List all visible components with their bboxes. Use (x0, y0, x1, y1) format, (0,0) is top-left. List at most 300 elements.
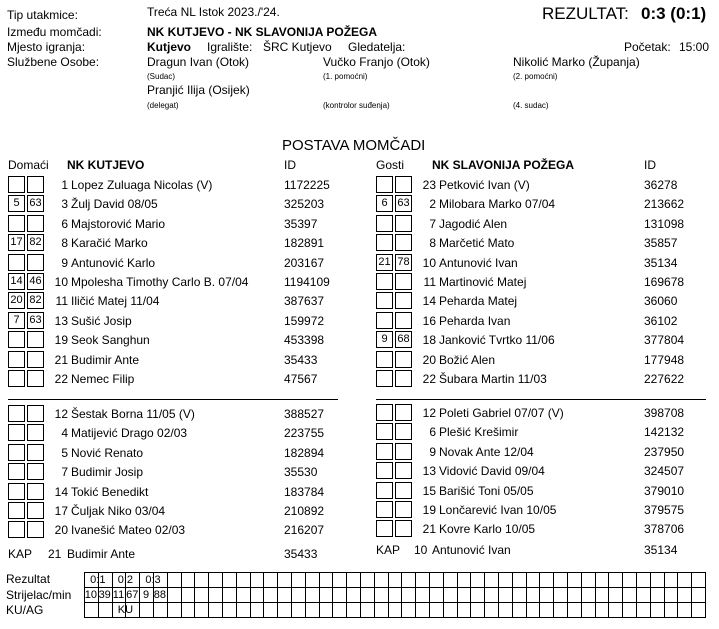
away-player-id: 177948 (644, 352, 685, 367)
lineup-box (376, 234, 393, 251)
lineup-box (27, 444, 44, 461)
lineup-box: 46 (27, 273, 44, 290)
summary-label-rezultat: Rezultat (6, 572, 51, 586)
away-player-id: 142132 (644, 425, 685, 440)
summary-cell (388, 602, 403, 618)
summary-scorer: 67 (126, 589, 139, 601)
summary-cell (622, 587, 637, 603)
lineup-box (27, 176, 44, 193)
lineup-box (376, 215, 393, 232)
summary-cell (194, 602, 209, 618)
away-team-name: NK SLAVONIJA POŽEGA (432, 158, 575, 172)
summary-cell (291, 572, 306, 588)
home-player-number: 10 (54, 275, 68, 289)
summary-cell (581, 602, 596, 618)
away-player-id: 378706 (644, 522, 685, 537)
home-player-id: 388527 (284, 407, 325, 421)
competition: Treća NL Istok 2023./'24. (147, 5, 280, 19)
summary-cell (512, 572, 527, 588)
lineup-box (395, 370, 412, 387)
home-player-number: 22 (54, 372, 68, 386)
away-kap-id: 35134 (644, 543, 678, 557)
home-player-name: Šestak Borna 11/05 (V) (71, 407, 195, 421)
summary-cell (498, 587, 513, 603)
summary-cell (360, 587, 375, 603)
label-tip: Tip utakmice: (7, 8, 78, 22)
place: Kutjevo (147, 40, 192, 54)
summary-cell (236, 602, 251, 618)
summary-cell (636, 602, 651, 618)
summary-cell (360, 572, 375, 588)
lineup-box (8, 444, 25, 461)
lineup-box (395, 292, 412, 309)
home-player-name: Čuljak Niko 03/04 (71, 504, 166, 518)
away-player-id: 36102 (644, 313, 678, 328)
home-kap-id: 35433 (284, 547, 318, 561)
score: 0:3 (0:1) (641, 4, 707, 23)
summary-cell (429, 572, 444, 588)
summary-cell (167, 572, 182, 588)
summary-result: 0:2 (117, 574, 134, 586)
home-player-number: 4 (61, 426, 68, 441)
lineup-box (395, 234, 412, 251)
lineup-box: 78 (395, 254, 412, 271)
lineup-box: 17 (8, 234, 25, 251)
summary-result: 0:3 (145, 574, 161, 586)
summary-cell (236, 572, 251, 588)
away-player-number: 14 (422, 294, 436, 309)
home-player-id: 223755 (284, 426, 325, 441)
summary-cell (181, 587, 196, 603)
summary-cell (664, 602, 679, 618)
away-player-number: 11 (423, 275, 436, 289)
summary-cell (388, 587, 403, 603)
home-player-id: 182891 (284, 236, 325, 251)
lineup-box: 68 (395, 331, 412, 348)
lineup-box (27, 351, 44, 368)
away-player-id: 379010 (644, 483, 685, 498)
summary-cell (319, 572, 334, 588)
lineup-box (395, 443, 412, 460)
away-player-id: 379575 (644, 503, 685, 517)
summary-scorer: 39 (98, 589, 111, 601)
away-player-name: Barišić Toni 05/05 (439, 483, 534, 498)
lineup-box: 9 (376, 331, 393, 348)
official-role: (4. sudac) (513, 101, 549, 110)
label-gledatelja: Gledatelja: (348, 40, 406, 54)
away-player-id: 35134 (644, 255, 678, 270)
summary-cell (526, 587, 541, 603)
lineup-box (376, 370, 393, 387)
lineup-box (376, 312, 393, 329)
away-player-name: Peharda Ivan (439, 313, 511, 328)
summary-cell (553, 587, 568, 603)
lineup-box: 7 (8, 312, 25, 329)
summary-cell (526, 602, 541, 618)
away-player-name: Janković Tvrtko 11/06 (439, 333, 555, 348)
home-player-number: 17 (54, 504, 68, 518)
away-player-name: Kovre Karlo 10/05 (439, 522, 536, 537)
away-player-name: Božić Alen (439, 352, 496, 367)
summary-cell (250, 602, 265, 618)
home-player-number: 13 (54, 313, 68, 328)
home-player-number: 19 (54, 333, 68, 348)
official-name: Nikolić Marko (Županja) (513, 55, 640, 69)
summary-scorer: 9 (143, 589, 150, 601)
summary-cell (222, 602, 237, 618)
home-player-number: 7 (61, 465, 68, 480)
official-name: Dragun Ivan (Otok) (147, 55, 250, 69)
summary-cell (250, 587, 265, 603)
lineup-box (8, 483, 25, 500)
away-player-number: 9 (429, 444, 436, 459)
summary-cell (208, 587, 223, 603)
lineup-box: 63 (27, 312, 44, 329)
lineup-box (8, 463, 25, 480)
lineup-box (395, 351, 412, 368)
home-player-number: 3 (61, 197, 68, 212)
away-kap-name: Antunović Ivan (432, 543, 511, 557)
home-player-number: 8 (61, 236, 68, 251)
lineup-box (27, 370, 44, 387)
summary-cell (374, 587, 389, 603)
home-player-number: 14 (54, 484, 68, 499)
summary-cell (567, 572, 582, 588)
lineup-box (27, 405, 44, 422)
away-kap-num: 10 (414, 543, 428, 557)
lineup-box: 82 (27, 292, 44, 309)
away-player-number: 20 (422, 352, 436, 367)
summary-cell (167, 602, 182, 618)
lineup-box (395, 176, 412, 193)
away-player-number: 23 (422, 178, 436, 192)
summary-cell (222, 572, 237, 588)
lineup-box (376, 351, 393, 368)
away-player-id: 398708 (644, 406, 685, 420)
summary-scorer: 11 (112, 589, 125, 601)
home-player-name: Nemec Filip (71, 372, 135, 386)
home-player-number: 20 (54, 523, 68, 538)
away-player-id: 377804 (644, 333, 685, 348)
divider (376, 399, 706, 400)
summary-cell (470, 572, 485, 588)
home-player-name: Majstorović Mario (71, 216, 166, 231)
home-player-number: 1 (61, 178, 68, 192)
summary-cell (608, 572, 623, 588)
away-player-number: 22 (422, 372, 436, 386)
summary-cell (332, 587, 347, 603)
away-player-name: Poleti Gabriel 07/07 (V) (439, 406, 564, 420)
away-player-name: Plešić Krešimir (439, 425, 519, 440)
lineup-box (8, 405, 25, 422)
away-player-name: Vidović David 09/04 (439, 464, 545, 479)
summary-cell (539, 587, 554, 603)
away-player-name: Lončarević Ivan 10/05 (439, 503, 557, 517)
summary-cell (595, 572, 610, 588)
summary-cell (208, 602, 223, 618)
summary-cell (360, 602, 375, 618)
teams: NK KUTJEVO - NK SLAVONIJA POŽEGA (147, 25, 378, 39)
lineup-box: 5 (8, 195, 25, 212)
lineup-box (8, 215, 25, 232)
lineup-box (376, 501, 393, 518)
home-player-id: 325203 (284, 197, 325, 212)
away-player-id: 35857 (644, 236, 678, 251)
summary-cell (401, 602, 416, 618)
summary-cell (222, 587, 237, 603)
home-kap-name: Budimir Ante (67, 547, 136, 561)
lineup-box (395, 501, 412, 518)
home-player-id: 183784 (284, 484, 325, 499)
summary-cell (236, 587, 251, 603)
away-player-id: 324507 (644, 464, 685, 479)
home-player-id: 47567 (284, 372, 318, 386)
summary-label-strijelac: Strijelac/min (6, 588, 72, 602)
lineup-box (8, 502, 25, 519)
label-pocetak: Početak: (624, 40, 671, 54)
lineup-box (395, 273, 412, 290)
lineup-box: 63 (395, 195, 412, 212)
official-role: (Sudac) (147, 72, 176, 81)
summary-cell (305, 572, 320, 588)
home-player-id: 210892 (284, 504, 325, 518)
summary-cell (512, 587, 527, 603)
summary-cell (401, 572, 416, 588)
summary-cell (415, 602, 430, 618)
official-role: (kontrolor suđenja) (323, 101, 390, 110)
summary-cell (139, 602, 154, 618)
home-id-header: ID (284, 158, 296, 172)
summary-cell (636, 572, 651, 588)
away-player-name: Petković Ivan (V) (439, 178, 530, 192)
summary-cell (595, 587, 610, 603)
summary-cell (581, 572, 596, 588)
lineup-box: 21 (376, 254, 393, 271)
summary-cell (346, 602, 361, 618)
summary-cell (512, 602, 527, 618)
away-player-number: 19 (422, 503, 436, 517)
summary-cell (567, 602, 582, 618)
label-mjesto: Mjesto igranja: (7, 40, 86, 54)
home-kap-num: 21 (48, 547, 62, 561)
lineup-box (376, 462, 393, 479)
summary-cell (484, 587, 499, 603)
away-player-name: Marčetić Mato (439, 236, 515, 251)
lineup-box (376, 176, 393, 193)
lineup-box (27, 502, 44, 519)
away-player-number: 12 (422, 406, 436, 420)
summary-cell (98, 602, 113, 618)
away-player-id: 237950 (644, 444, 685, 459)
lineup-title: POSTAVA MOMČADI (282, 137, 426, 154)
lineup-box (395, 520, 412, 537)
summary-cell (181, 602, 196, 618)
summary-cell (443, 572, 458, 588)
lineup-box (376, 482, 393, 499)
summary-cell (484, 602, 499, 618)
home-player-number: 21 (54, 352, 68, 367)
home-player-name: Matijević Drago 02/03 (71, 426, 188, 441)
home-player-number: 12 (54, 407, 68, 421)
summary-cell (650, 602, 665, 618)
summary-cell (581, 587, 596, 603)
lineup-box (27, 463, 44, 480)
lineup-box (8, 254, 25, 271)
lineup-box (376, 443, 393, 460)
home-player-name: Ivanešić Mateo 02/03 (71, 523, 186, 538)
home-player-id: 1194109 (284, 275, 330, 289)
summary-cell (636, 587, 651, 603)
away-player-name: Šubara Martin 11/03 (439, 372, 547, 386)
lineup-box (376, 423, 393, 440)
home-player-id: 387637 (284, 294, 325, 309)
summary-cell (553, 572, 568, 588)
ground: ŠRC Kutjevo (263, 40, 332, 54)
home-side-label: Domaći (8, 158, 49, 172)
away-player-name: Peharda Matej (439, 294, 518, 309)
summary-cell (388, 572, 403, 588)
summary-cell (346, 572, 361, 588)
home-player-name: Karačić Marko (71, 236, 148, 251)
away-player-name: Antunović Ivan (439, 255, 518, 270)
summary-cell (250, 572, 265, 588)
label-igraliste: Igralište: (207, 40, 253, 54)
summary-cell (305, 602, 320, 618)
summary-cell (539, 602, 554, 618)
away-player-number: 10 (422, 255, 436, 270)
home-player-name: Budimir Ante (71, 352, 140, 367)
lineup-box (376, 273, 393, 290)
summary-cell (567, 587, 582, 603)
summary-cell (650, 587, 665, 603)
summary-cell (346, 587, 361, 603)
lineup-box (27, 483, 44, 500)
home-player-id: 159972 (284, 313, 325, 328)
home-player-id: 453398 (284, 333, 325, 348)
away-player-number: 6 (429, 425, 436, 440)
summary-cell (664, 572, 679, 588)
away-player-number: 7 (429, 216, 436, 231)
start-time: 15:00 (679, 40, 710, 54)
lineup-box (27, 521, 44, 538)
summary-cell (526, 572, 541, 588)
lineup-box (395, 312, 412, 329)
summary-cell (470, 602, 485, 618)
away-player-number: 13 (422, 464, 436, 479)
home-player-number: 6 (61, 216, 68, 231)
summary-cell (208, 572, 223, 588)
summary-cell (677, 587, 692, 603)
summary-cell (84, 602, 99, 618)
summary-cell (415, 572, 430, 588)
summary-cell (374, 602, 389, 618)
summary-cell (415, 587, 430, 603)
summary-cell (677, 602, 692, 618)
lineup-box: 20 (8, 292, 25, 309)
summary-cell (677, 572, 692, 588)
summary-cell (305, 587, 320, 603)
home-player-name: Lopez Zuluaga Nicolas (V) (71, 178, 213, 192)
summary-cell (263, 587, 278, 603)
home-player-id: 35397 (284, 216, 318, 231)
summary-cell (263, 602, 278, 618)
summary-cell (277, 602, 292, 618)
official-name: Vučko Franjo (Otok) (323, 55, 430, 69)
divider (8, 399, 338, 400)
summary-cell (553, 602, 568, 618)
summary-cell (650, 572, 665, 588)
away-player-id: 213662 (644, 197, 685, 212)
home-player-number: 11 (55, 294, 68, 309)
summary-cell (457, 587, 472, 603)
lineup-box: 63 (27, 195, 44, 212)
summary-cell (291, 602, 306, 618)
away-player-number: 15 (422, 483, 436, 498)
summary-cell (595, 602, 610, 618)
summary-cell (332, 572, 347, 588)
summary-cell (608, 602, 623, 618)
summary-cell (319, 587, 334, 603)
away-kap-label: KAP (376, 543, 401, 557)
lineup-box (8, 176, 25, 193)
away-player-number: 18 (422, 333, 436, 348)
label-sluzbene: Službene Osobe: (7, 55, 100, 69)
lineup-box (8, 424, 25, 441)
summary-cell (443, 587, 458, 603)
away-side-label: Gosti (376, 158, 405, 172)
home-player-id: 1172225 (284, 178, 330, 192)
lineup-box (395, 404, 412, 421)
lineup-box (8, 521, 25, 538)
lineup-box (8, 370, 25, 387)
summary-cell (539, 572, 554, 588)
summary-cell (691, 602, 706, 618)
summary-ku: KU (117, 604, 134, 616)
lineup-box (376, 404, 393, 421)
away-player-number: 21 (422, 522, 436, 537)
summary-cell (622, 572, 637, 588)
official-role: (2. pomoćni) (513, 72, 558, 81)
away-player-number: 2 (429, 197, 436, 212)
summary-cell (277, 587, 292, 603)
away-player-id: 227622 (644, 372, 685, 386)
lineup-box (27, 254, 44, 271)
away-id-header: ID (644, 158, 656, 172)
lineup-box (27, 215, 44, 232)
home-player-name: Mpolesha Timothy Carlo B. 07/04 (71, 275, 249, 289)
summary-cell (664, 587, 679, 603)
home-player-number: 5 (61, 445, 68, 460)
summary-cell (429, 602, 444, 618)
away-player-id: 36278 (644, 178, 678, 192)
summary-cell (498, 572, 513, 588)
home-player-name: Budimir Josip (71, 465, 144, 480)
summary-cell (374, 572, 389, 588)
away-player-number: 8 (429, 236, 436, 251)
home-player-id: 35530 (284, 465, 318, 480)
home-player-id: 35433 (284, 352, 318, 367)
away-player-name: Jagodić Alen (439, 216, 508, 231)
away-player-id: 169678 (644, 275, 685, 289)
lineup-box (27, 424, 44, 441)
summary-cell (401, 587, 416, 603)
away-player-number: 16 (422, 313, 436, 328)
lineup-box (8, 351, 25, 368)
summary-cell (263, 572, 278, 588)
summary-cell (608, 587, 623, 603)
away-player-name: Novak Ante 12/04 (439, 444, 534, 459)
summary-cell (153, 602, 168, 618)
